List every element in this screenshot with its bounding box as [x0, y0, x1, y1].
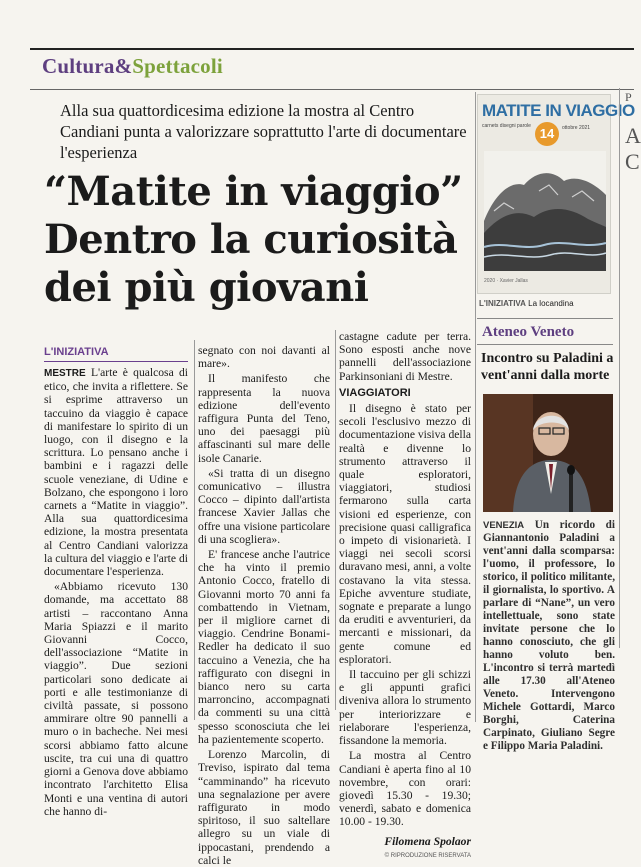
poster-caption	[479, 299, 574, 308]
article-headline	[44, 168, 484, 312]
section-title	[42, 54, 223, 79]
headline-line-2: Dentro la curiosità	[44, 216, 458, 263]
column-3-subhead: VIAGGIATORI	[339, 386, 411, 399]
article-kicker: L'INIZIATIVA	[44, 346, 109, 358]
sidebar-divider	[475, 92, 476, 722]
column-3-paragraph-0: castagne cadute per terra. Sono esposti anche nove pannelli dell'associazione Parkinsoniani di Mestre.	[339, 330, 471, 383]
kicker-rule	[44, 361, 188, 362]
dateline-place: MESTRE	[44, 368, 86, 379]
section-title-part1: Cultura	[42, 54, 115, 78]
poster-cliff-illustration	[484, 151, 606, 271]
sidebar-headline: Incontro su Paladini a vent'anni dalla morte	[481, 351, 614, 383]
poster-subtitle: carnets disegni parole	[482, 123, 531, 129]
article-subtitle: Alla sua quattordicesima edizione la mostra al Centro Candiani punta a valorizzare soprattutto l'arte di documentare l'esperienza	[60, 101, 467, 162]
section-title-ampersand: &	[114, 54, 133, 78]
sidebar-top-rule	[477, 318, 613, 319]
caption-text: La locandina	[528, 299, 574, 308]
right-edge-rule	[619, 88, 620, 648]
article-column-1	[44, 366, 188, 818]
headline-line-3: dei più giovani	[44, 264, 369, 311]
section-title-part2: Spettacoli	[132, 54, 223, 78]
article-column-2	[198, 344, 330, 867]
column-1-paragraph-1-text: L'arte è qualcosa di etico, che invita a riflettere. Se si esprime attraverso un taccuino da viaggio è capace di manifestare lo spirito di un luogo, con il disegno e la scrittura. Lo pensano anche i bambini e i ragazzi delle scuole veneziane, di Udine e Bolzano, che espongono i loro carnets a “Matite in viaggio”. Alla sua quattordicesima edizione, la mostra presentata al Centro Candiani valorizza la cultura del viaggio e l'arte di documentare l'esperienza.	[44, 366, 188, 579]
column-2-paragraph-2: «Si tratta di un disegno comunicativo – illustra Cocco – dipinto dall'artista francese Xavier Jallas che offre una visione particolare di una scogliera».	[198, 466, 330, 546]
rights-notice: © RIPRODUZIONE RISERVATA	[384, 852, 471, 859]
sidebar-article-text	[483, 519, 615, 753]
speaker-photo	[483, 394, 613, 512]
column-2-paragraph-0: segnato con noi davanti al mare».	[198, 344, 330, 371]
sidebar-section-rule	[477, 344, 613, 345]
sidebar-section-title: Ateneo Veneto	[482, 324, 575, 340]
edge-fragment-top: P	[625, 90, 632, 104]
column-divider-1	[194, 340, 195, 720]
edge-fragment-lower: C	[625, 149, 640, 174]
poster-title: MATITE IN VIAGGIO	[482, 101, 635, 120]
article-column-3	[339, 330, 471, 863]
sidebar-dateline-place: VENEZIA	[483, 520, 525, 531]
column-1-paragraph-2: «Abbiamo ricevuto 130 domande, ma accettato 88 artisti – raccontano Anna Maria Spiazzi e il marito Giovanni Cocco, dell'associazione “Matite in viaggio”. Due sezioni particolari sono dedicate ai porti e alle testimonianze di civiltà passate, si possono ammirare oltre 90 pannelli a muro o in bacheche. Nei mesi scorsi abbiamo fatto alcune uscite, tra cui una di quattro giorni a Genova dove abbiamo incontrato l'architetto Elisa Monti e una ventina di autori che hanno di-	[44, 580, 188, 818]
column-2-paragraph-3: E' francese anche l'autrice che ha vinto il premio Antonio Cocco, fratello di Giovanni morto 70 anni fa combattendo in Vietnam, per il migliore carnet di viaggio. Cendrine Bonami-Redler ha dedicato il suo taccuino a Venezia, che ha raffigurato con disegni in bianco nero su carta marroncino, accompagnati da commenti su una città spesso sconosciuta che lei ha pazientemente scoperto.	[198, 548, 330, 746]
poster-image	[477, 94, 635, 294]
column-3-paragraph-1: Il disegno è stato per secoli l'esclusivo mezzo di documentazione visiva della realtà e divenne lo strumento attraverso il quale esploratori, viaggiatori, studiosi fermarono sulla carta visioni ed esperienze, con precisione quasi calligrafica o impeto di visionarietà. I viaggi nei secoli scorsi duravano mesi, anni, a volte costavano la vita stessa. Epiche avventure studiate, sognate e preparate a lungo da eruditi e avventurieri, da mercanti e missionari, da gente comune ed esploratori.	[339, 402, 471, 666]
section-rule	[30, 89, 634, 90]
edge-fragment-middle: A	[625, 123, 641, 148]
poster-dates: ottobre 2021	[562, 125, 591, 131]
sidebar-body: Un ricordo di Giannantonio Paladini a vent'anni dalla scomparsa: l'uomo, il professore, lo storico, il politico militante, il giornalista, lo sportivo. A parlare di “Nane”, un vero intellettuale, sono state invitate persone che lo hanno conosciuto, che gli hanno voluto ben. L'incontro si terrà martedì alle 17.30 all'Ateneo Veneto. Intervengono Michele Gottardi, Marco Borghi, Caterina Carpinato, Giuliano Segre e Filippo Maria Paladini.	[483, 519, 616, 752]
column-1-paragraph-1	[44, 366, 188, 578]
caption-label: L'INIZIATIVA	[479, 299, 526, 308]
poster-edition-badge: 14	[535, 122, 559, 146]
article-author: Filomena Spolaor	[384, 834, 471, 848]
headline-line-1: “Matite in viaggio”	[44, 168, 463, 215]
column-2-paragraph-4: Lorenzo Marcolin, di Treviso, ispirato dal tema “camminando” ha ricevuto una segnalazione per avere raffigurato in modo spiritoso, il suo saltellare allegro su un viale di ippocastani, prendendo a calci le	[198, 748, 330, 867]
column-3-paragraph-2: Il taccuino per gli schizzi e gli appunti grafici diveniva allora lo strumento per interiorizzare e rielaborare l'esperienza, fissandone la memoria.	[339, 668, 471, 748]
column-divider-2	[335, 330, 336, 710]
column-3-paragraph-3: La mostra al Centro Candiani è aperta fino al 10 novembre, con orari: giovedì 15.30 - 19.30; venerdì, sabato e domenica 10.00 - 19.30.	[339, 749, 471, 829]
header-top-rule	[30, 48, 634, 50]
column-2-paragraph-1: Il manifesto che rappresenta la nuova edizione dell'evento raffigura Punta del Teno, uno dei paesaggi più affascinanti sul mare delle isole Canarie.	[198, 372, 330, 465]
poster-footer: 2020 · Xavier Jallas	[484, 278, 528, 284]
speaker-portrait-illustration	[483, 394, 613, 512]
